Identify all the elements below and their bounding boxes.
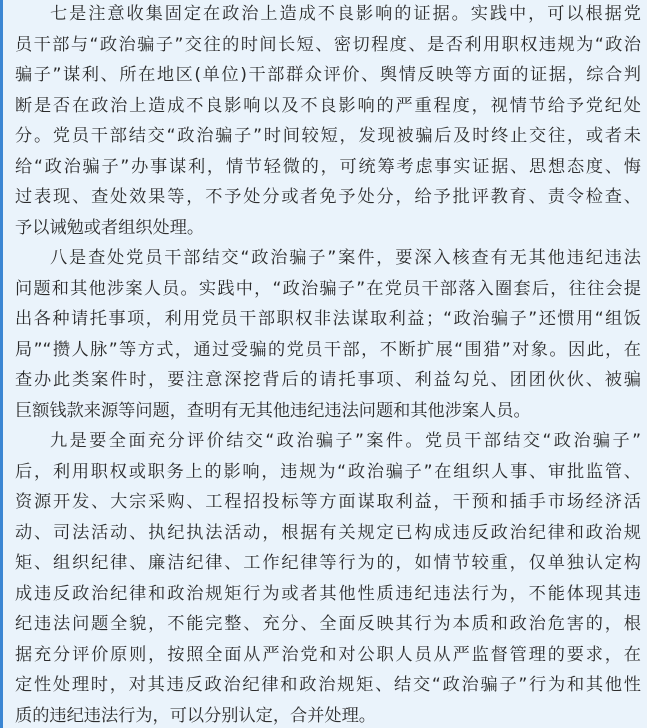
text-line: 质的违纪违法行为，可以分别认定，合并处理。 xyxy=(15,705,376,726)
article-body xyxy=(15,0,641,728)
text-line: 矩、组织纪律、廉洁纪律、工作纪律等行为的，如情节较重，仅单独认定构 xyxy=(15,553,641,573)
text-line: 据充分评价原则，按照全面从严治党和对公职人员从严监督管理的要求，在 xyxy=(15,644,641,665)
text-line: 员干部与“政治骗子”交往的时间长短、密切程度、是否利用职权违规为“政治 xyxy=(15,34,641,55)
text-line: 予以诫勉或者组织处理。 xyxy=(15,217,205,238)
paragraph-seven xyxy=(15,0,641,243)
text-line: 出各种请托事项，利用党员干部职权非法谋取利益；“政治骗子”还惯用“组饭 xyxy=(15,309,641,329)
text-line: 八是查处党员干部结交“政治骗子”案件，要深入核查有无其他违纪违法 xyxy=(50,248,641,268)
text-line: 纪违法问题全貌，不能完整、充分、全面反映其行为本质和政治危害的，根 xyxy=(15,614,641,634)
text-line: 成违反政治纪律和政治规矩行为或者其他性质违纪违法行为，不能体现其违 xyxy=(15,583,641,604)
text-line: 查办此类案件时，要注意深挖背后的请托事项、利益勾兑、团团伙伙、被骗 xyxy=(15,370,641,390)
text-line: 给“政治骗子”办事谋利，情节轻微的，可统筹考虑事实证据、思想态度、悔 xyxy=(15,156,641,177)
text-line: 动、司法活动、执纪执法活动，根据有关规定已构成违反政治纪律和政治规 xyxy=(15,522,641,543)
text-line: 骗子”谋利、所在地区(单位)干部群众评价、舆情反映等方面的证据，综合判 xyxy=(15,65,641,85)
left-accent-bar xyxy=(0,0,3,728)
text-line: 局”“攒人脉”等方式，通过受骗的党员干部，不断扩展“围猎”对象。因此，在 xyxy=(15,339,641,360)
text-line: 分。党员干部结交“政治骗子”时间较短，发现被骗后及时终止交往，或者未 xyxy=(15,126,641,146)
text-line: 九是要全面充分评价结交“政治骗子”案件。党员干部结交“政治骗子” xyxy=(50,431,641,451)
text-line: 巨额钱款来源等问题，查明有无其他违纪违法问题和其他涉案人员。 xyxy=(15,400,531,421)
paragraph-nine xyxy=(15,426,641,728)
text-line: 后，利用职权或职务上的影响，违规为“政治骗子”在组织人事、审批监管、 xyxy=(15,461,641,482)
text-line: 断是否在政治上造成不良影响以及不良影响的严重程度，视情节给予党纪处 xyxy=(15,95,641,116)
text-line: 资源开发、大宗采购、工程招投标等方面谋取利益，干预和插手市场经济活 xyxy=(15,492,641,512)
paragraph-eight xyxy=(15,243,641,426)
text-line: 问题和其他涉案人员。实践中，“政治骗子”在党员干部落入圈套后，往往会提 xyxy=(15,278,641,299)
text-line: 定性处理时，对其违反政治纪律和政治规矩、结交“政治骗子”行为和其他性 xyxy=(15,675,641,695)
text-line: 七是注意收集固定在政治上造成不良影响的证据。实践中，可以根据党 xyxy=(50,4,641,24)
text-line: 过表现、查处效果等，不予处分或者免予处分，给予批评教育、责令检查、 xyxy=(15,187,641,207)
